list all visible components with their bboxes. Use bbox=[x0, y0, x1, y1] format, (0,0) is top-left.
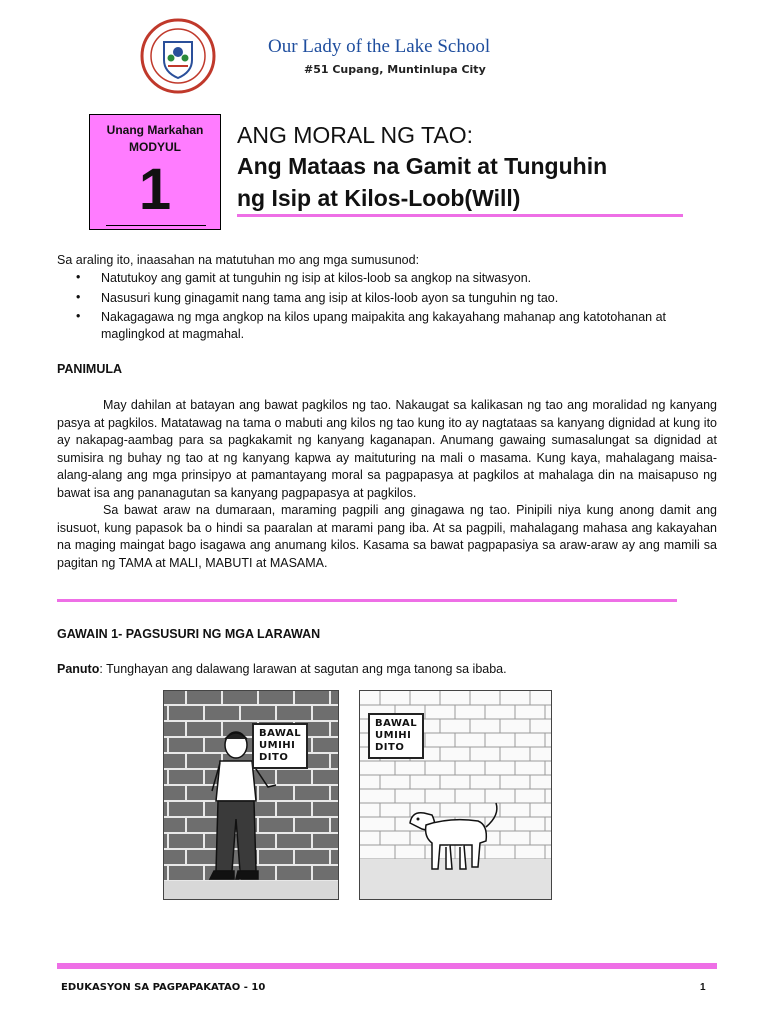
panuto-label: Panuto bbox=[57, 662, 100, 676]
sign-line: DITO bbox=[259, 752, 289, 763]
gawain-heading: GAWAIN 1- PAGSUSURI NG MGA LARAWAN bbox=[57, 627, 321, 641]
objective-item: Nakagagawa ng mga angkop na kilos upang maipakita ang kakayahang mahanap ang katotohanan at maglingkod at magmahal. bbox=[101, 310, 666, 341]
bullet-icon: • bbox=[76, 309, 81, 323]
school-logo bbox=[140, 18, 216, 94]
title-line-2: Ang Mataas na Gamit at Tunguhin bbox=[237, 153, 608, 179]
illustration-dog-wall bbox=[359, 690, 552, 900]
bullet-icon: • bbox=[76, 290, 81, 304]
panimula-body bbox=[57, 397, 717, 572]
title-line-1: ANG MORAL NG TAO: bbox=[237, 122, 473, 148]
footer-subject: EDUKASYON SA PAGPAPAKATAO - 10 bbox=[61, 982, 266, 993]
panuto-line bbox=[57, 662, 507, 676]
title-divider bbox=[237, 214, 683, 217]
school-name: Our Lady of the Lake School bbox=[268, 36, 491, 57]
module-underline bbox=[106, 225, 206, 226]
sign-line: DITO bbox=[375, 742, 405, 753]
bullet-icon: • bbox=[76, 270, 81, 284]
sign-line: BAWAL bbox=[375, 718, 418, 729]
module-label: MODYUL bbox=[129, 140, 181, 154]
module-box bbox=[89, 114, 221, 230]
objective-item: Natutukoy ang gamit at tunguhin ng isip at kilos-loob sa angkop na sitwasyon. bbox=[101, 271, 532, 285]
sign-line: BAWAL bbox=[259, 728, 302, 739]
sign-bawal-umihi-1 bbox=[252, 723, 308, 769]
footer-divider bbox=[57, 963, 717, 969]
panimula-heading: PANIMULA bbox=[57, 362, 123, 376]
objectives-intro: Sa araling ito, inaasahan na matutuhan mo ang mga sumusunod: bbox=[57, 253, 420, 267]
school-address: #51 Cupang, Muntinlupa City bbox=[304, 63, 486, 76]
sign-line: UMIHI bbox=[375, 730, 412, 741]
page-number: 1 bbox=[700, 982, 706, 993]
section-divider bbox=[57, 599, 677, 602]
illustration-boy-wall bbox=[163, 690, 339, 900]
panimula-paragraph-1: May dahilan at batayan ang bawat pagkilos ng tao. Nakaugat sa kalikasan ng tao ang moralidad ng kanyang pasya at pagkilos. Matatawag na tama o mabuti ang kilos ng tao kung ito ay nagtataas sa kanyang dignidad at kung ito ay nakapag-aambag para sa pagkakamit ng kanyang kaganapan. Anumang gawaing sumasalungat sa dignidad at sumisira ng buhay ng tao at ng kanyang kapwa ay maituturing na mali o masama. Kung kaya, mahalagang maisa-alang-alang ang mga prinsipyo at pamantayang moral sa pagpapasya at pagkilos at mahalaga din na maisapuso ng bawat isa ang pananagutan sa kanyang pagpapasya at pagkilos. bbox=[57, 398, 717, 500]
sign-bawal-umihi-2 bbox=[368, 713, 424, 759]
sign-line: UMIHI bbox=[259, 740, 296, 751]
quarter-label: Unang Markahan bbox=[106, 123, 204, 137]
panuto-text: : Tunghayan ang dalawang larawan at sagutan ang mga tanong sa ibaba. bbox=[99, 662, 507, 676]
panimula-paragraph-2: Sa bawat araw na dumaraan, maraming pagpili ang ginagawa ng tao. Pinipili niya kung anong damit ang isusuot, kung papasok ba o hindi sa paaralan at marami pang iba. At sa pagpili, mahalagang mahasa ang kakayahan na maging maingat bago isagawa ang anumang kilos. Kasama sa bawat pagpapasiya sa araw-araw ay ang mamili sa pagitan ng TAMA at MALI, MABUTI at MASAMA. bbox=[57, 503, 717, 570]
objective-item: Nasusuri kung ginagamit nang tama ang isip at kilos-loob ayon sa tunguhin ng tao. bbox=[101, 291, 559, 305]
module-number: 1 bbox=[138, 157, 172, 222]
title-line-3: ng Isip at Kilos-Loob(Will) bbox=[237, 185, 521, 211]
